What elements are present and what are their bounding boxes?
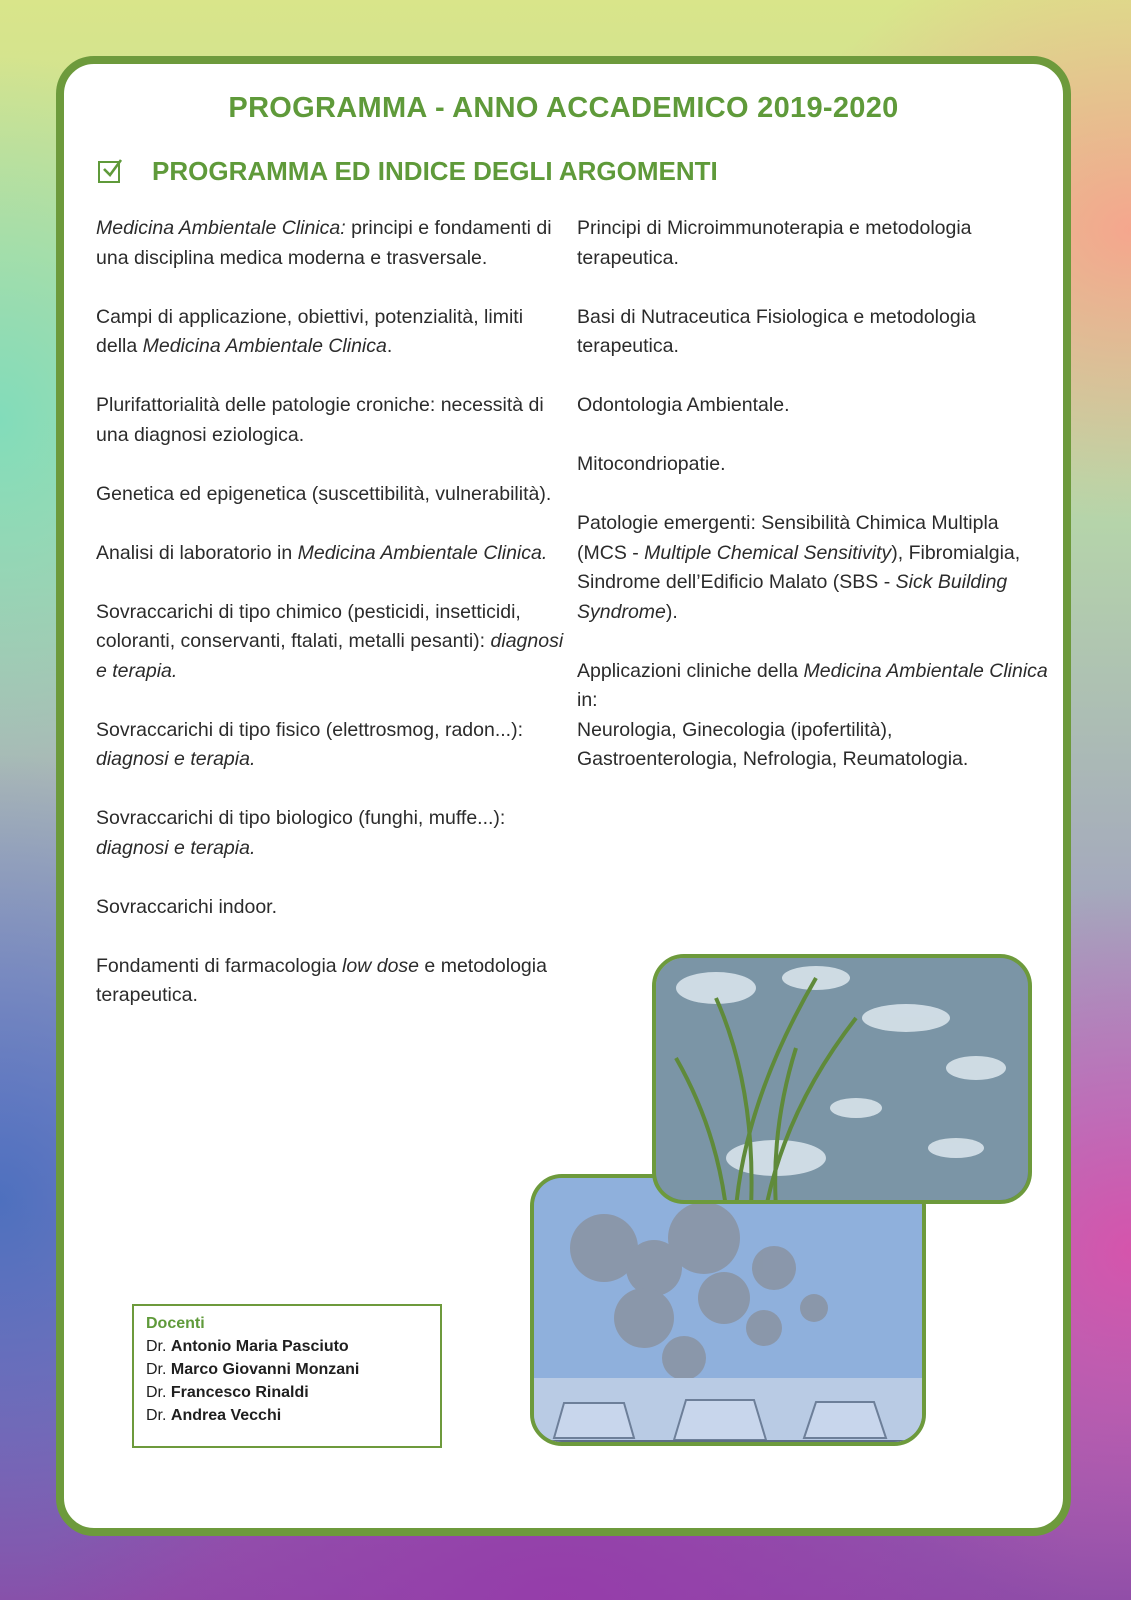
page-title: PROGRAMMA - ANNO ACCADEMICO 2019-2020 <box>228 92 899 124</box>
topic-text: diagnosi e terapia. <box>96 748 256 770</box>
topic-text: Campi di applicazione, obiettivi, potenzialità, limiti della <box>96 305 524 357</box>
topic-paragraph <box>96 539 566 569</box>
teacher-title: Dr. <box>146 1384 171 1401</box>
teacher-name: Marco Giovanni Monzani <box>170 1361 360 1378</box>
teacher-name: Francesco Rinaldi <box>170 1384 309 1401</box>
topic-text: diagnosi e terapia. <box>96 630 564 682</box>
topic-text: Multiple Chemical Sensitivity <box>644 541 892 564</box>
topic-text: Fondamenti di farmacologia <box>96 954 343 977</box>
topic-text: Sovraccarichi di tipo biologico (funghi, muffe...): <box>96 807 506 829</box>
teachers-heading: Docenti <box>146 1315 205 1332</box>
topic-text: Odontologia Ambientale. <box>577 394 790 416</box>
topic-text: Neurologia, Ginecologia (ipofertilità), Gastroenterologia, Nefrologia, Reumatologia. <box>577 718 969 770</box>
section-title: PROGRAMMA ED INDICE DEGLI ARGOMENTI <box>152 156 718 186</box>
topic-paragraph <box>577 657 1052 775</box>
topic-paragraph <box>96 214 566 273</box>
teacher-item <box>146 1358 428 1381</box>
topic-paragraph <box>96 480 566 510</box>
teacher-title: Dr. <box>146 1361 171 1378</box>
water-foam-photo <box>652 954 1032 1204</box>
topic-text: Plurifattorialità delle patologie croniche: necessità di una diagnosi eziologica. <box>96 394 544 446</box>
topic-text: in: <box>577 689 598 711</box>
teachers-list <box>146 1335 428 1427</box>
teacher-title: Dr. <box>146 1407 171 1424</box>
topic-paragraph <box>577 303 1052 362</box>
topic-paragraph <box>577 214 1052 273</box>
topic-paragraph <box>577 391 1052 421</box>
topics-left-column <box>96 214 566 1040</box>
topic-text: Principi di Microimmunoterapia e metodologia terapeutica. <box>577 217 972 269</box>
traffic-smog-photo <box>530 1174 926 1446</box>
topic-text: Sovraccarichi di tipo chimico (pesticidi, insetticidi, coloranti, conservanti, ftalati, metalli pesanti): <box>96 600 521 652</box>
topic-text: ). <box>665 600 678 623</box>
topic-text: diagnosi e terapia. <box>96 836 256 859</box>
teacher-title: Dr. <box>146 1338 171 1355</box>
topic-text: principi e fondamenti di una disciplina medica moderna e trasversale. <box>96 217 552 269</box>
topic-paragraph <box>96 303 566 362</box>
topic-text: Medicina Ambientale Clinica. <box>297 541 548 564</box>
topic-text: Analisi di laboratorio in <box>96 541 298 564</box>
topic-text: Medicina Ambientale Clinica <box>142 335 387 357</box>
topic-text: Medicina Ambientale Clinica <box>803 659 1048 682</box>
topic-paragraph <box>96 598 566 687</box>
topic-paragraph <box>96 804 566 863</box>
topic-paragraph <box>96 893 566 923</box>
topic-paragraph <box>96 952 566 1011</box>
topic-paragraph <box>577 450 1052 480</box>
topics-right-column <box>577 214 1052 804</box>
topic-paragraph <box>96 716 566 775</box>
topic-paragraph <box>96 391 566 450</box>
content-panel <box>56 56 1071 1536</box>
topic-text: Sovraccarichi di tipo fisico (elettrosmog, radon...): <box>96 718 524 741</box>
section-header <box>98 156 718 187</box>
topic-text: low dose <box>342 954 420 977</box>
topic-text: Applicazioni cliniche della <box>577 659 804 682</box>
topic-text: Sick Building Syndrome <box>577 571 1008 623</box>
teacher-item <box>146 1335 428 1358</box>
teachers-box <box>132 1304 442 1448</box>
teacher-name: Andrea Vecchi <box>170 1407 282 1424</box>
topic-text: Medicina Ambientale Clinica: <box>96 217 346 239</box>
teacher-item <box>146 1404 428 1427</box>
topic-text: . <box>386 335 393 357</box>
topic-text: Basi di Nutraceutica Fisiologica e metodologia terapeutica. <box>577 305 976 357</box>
topic-text: Sovraccarichi indoor. <box>96 895 278 918</box>
topic-text: e metodologia terapeutica. <box>96 954 547 1006</box>
teacher-item <box>146 1381 428 1404</box>
topic-text: Genetica ed epigenetica (suscettibilità, vulnerabilità). <box>96 482 552 505</box>
topic-text: ), Fibromialgia, Sindrome dell’Edificio Malato (SBS - <box>577 541 1021 593</box>
topic-text: Mitocondriopatie. <box>577 453 726 475</box>
checkbox-checked-icon <box>98 161 120 183</box>
topic-paragraph <box>577 509 1052 627</box>
teacher-name: Antonio Maria Pasciuto <box>170 1338 349 1355</box>
topic-text: Patologie emergenti: Sensibilità Chimica Multipla (MCS - <box>577 512 999 564</box>
